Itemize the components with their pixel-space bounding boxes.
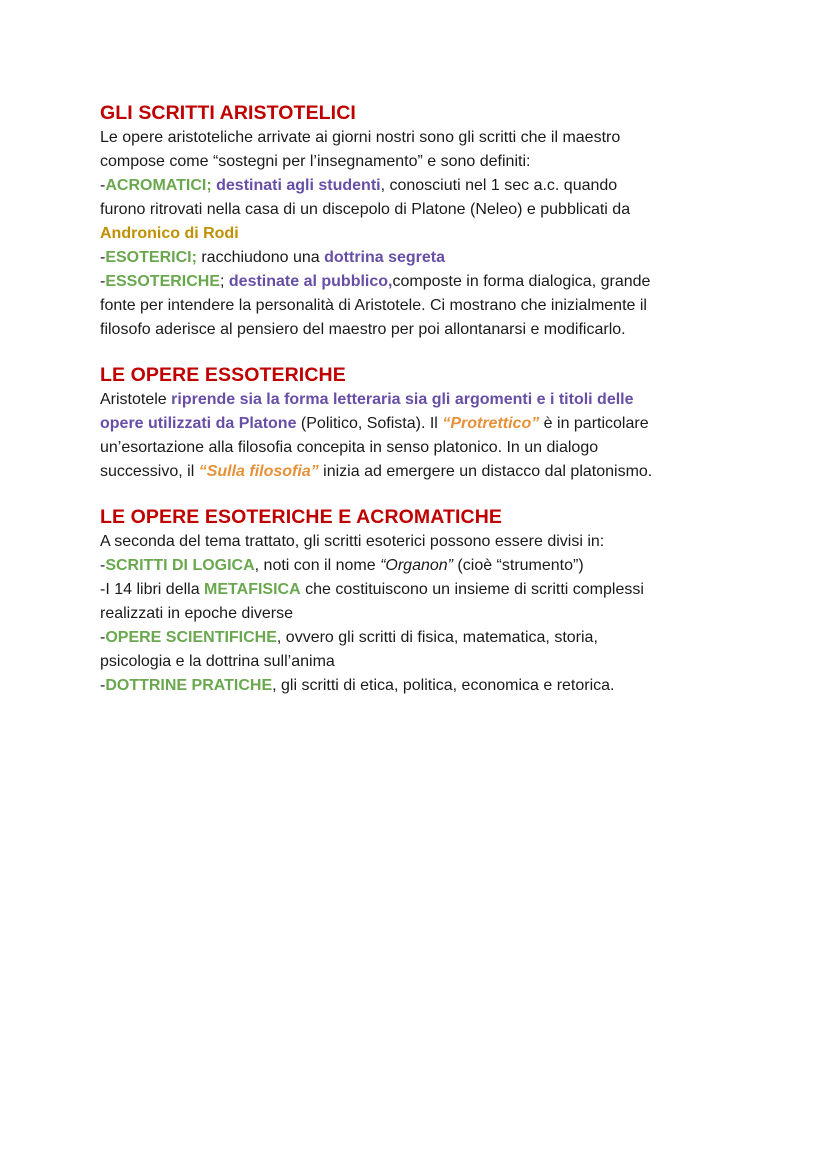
text-line <box>100 388 740 412</box>
body-text: psicologia e la dottrina sull’anima <box>100 653 335 670</box>
text-line <box>100 318 740 342</box>
highlighted-text: Andronico di Rodi <box>100 225 239 242</box>
body-text: Aristotele <box>100 391 172 408</box>
text-line <box>100 674 740 698</box>
text-line <box>100 626 740 650</box>
highlighted-text: OPERE SCIENTIFICHE <box>105 629 277 646</box>
highlighted-text: ESSOTERICHE <box>105 273 221 290</box>
body-text: (Politico, Sofista). Il <box>296 415 443 432</box>
body-text: -I 14 libri della <box>100 581 205 598</box>
body-text: che costituiscono un insieme di scritti complessi <box>300 581 644 598</box>
text-line <box>100 222 740 246</box>
body-text: - <box>100 557 106 574</box>
highlighted-text: DOTTRINE PRATICHE <box>105 677 273 694</box>
body-text: - <box>100 249 106 266</box>
text-line <box>100 294 740 318</box>
text-line <box>100 650 740 674</box>
text-line <box>100 460 740 484</box>
text-line <box>100 270 740 294</box>
text-line <box>100 602 740 626</box>
body-text: , ovvero gli scritti di fisica, matematica, storia, <box>276 629 598 646</box>
highlighted-text: “Sulla filosofia” <box>198 463 319 480</box>
body-text: Le opere aristoteliche arrivate ai giorni nostri sono gli scritti che il maestro <box>100 129 621 146</box>
text-line <box>100 150 740 174</box>
text-line <box>100 198 740 222</box>
body-text: filosofo aderisce al pensiero del maestro per poi allontanarsi e modificarlo. <box>100 321 626 338</box>
body-text: compose come “sostegni per l’insegnamento” e sono definiti: <box>100 153 531 170</box>
body-text: furono ritrovati nella casa di un discepolo di Platone (Neleo) e pubblicati da <box>100 201 631 218</box>
body-text: - <box>100 677 106 694</box>
text-line <box>100 246 740 270</box>
body-text: un’esortazione alla filosofia concepita in senso platonico. In un dialogo <box>100 439 599 456</box>
highlighted-text: destinate al pubblico, <box>228 273 393 290</box>
body-text: A seconda del tema trattato, gli scritti esoterici possono essere divisi in: <box>100 533 605 550</box>
body-text: - <box>100 629 106 646</box>
highlighted-text: SCRITTI DI LOGICA <box>105 557 255 574</box>
body-text: inizia ad emergere un distacco dal platonismo. <box>318 463 653 480</box>
body-text: - <box>100 273 106 290</box>
text-line <box>100 412 740 436</box>
section-1 <box>100 100 740 342</box>
highlighted-text: destinati agli studenti <box>216 177 381 194</box>
highlighted-text: opere utilizzati da Platone <box>100 415 297 432</box>
text-line <box>100 436 740 460</box>
section-title: LE OPERE ESOTERICHE E ACROMATICHE <box>100 506 503 528</box>
body-text: , conosciuti nel 1 sec a.c. quando <box>380 177 618 194</box>
section-3 <box>100 504 740 698</box>
highlighted-text: riprende sia la forma letteraria sia gli argomenti e i titoli delle <box>171 391 634 408</box>
body-text: è in particolare <box>539 415 649 432</box>
text-line <box>100 554 740 578</box>
body-text: - <box>100 177 106 194</box>
highlighted-text: dottrina segreta <box>324 249 446 266</box>
body-text: realizzati in epoche diverse <box>100 605 293 622</box>
text-line <box>100 578 740 602</box>
body-text: composte in forma dialogica, grande <box>392 273 651 290</box>
section-title: LE OPERE ESSOTERICHE <box>100 364 346 386</box>
text-line <box>100 174 740 198</box>
text-line <box>100 530 740 554</box>
body-text: , noti con il nome <box>254 557 381 574</box>
body-text: , gli scritti di etica, politica, economica e retorica. <box>272 677 615 694</box>
highlighted-text: “Organon” <box>380 557 453 574</box>
document-body <box>100 100 740 718</box>
highlighted-text: ESOTERICI; <box>105 249 202 266</box>
body-text: racchiudono una <box>201 249 325 266</box>
section-title: GLI SCRITTI ARISTOTELICI <box>100 102 356 124</box>
text-line <box>100 126 740 150</box>
body-text: (cioè “strumento”) <box>452 557 584 574</box>
body-text: fonte per intendere la personalità di Aristotele. Ci mostrano che inizialmente il <box>100 297 647 314</box>
section-2 <box>100 362 740 484</box>
highlighted-text: “Protrettico” <box>442 415 540 432</box>
body-text: successivo, il <box>100 463 199 480</box>
highlighted-text: METAFISICA <box>204 581 301 598</box>
body-text: ; <box>220 273 229 290</box>
highlighted-text: ACROMATICI; <box>105 177 217 194</box>
